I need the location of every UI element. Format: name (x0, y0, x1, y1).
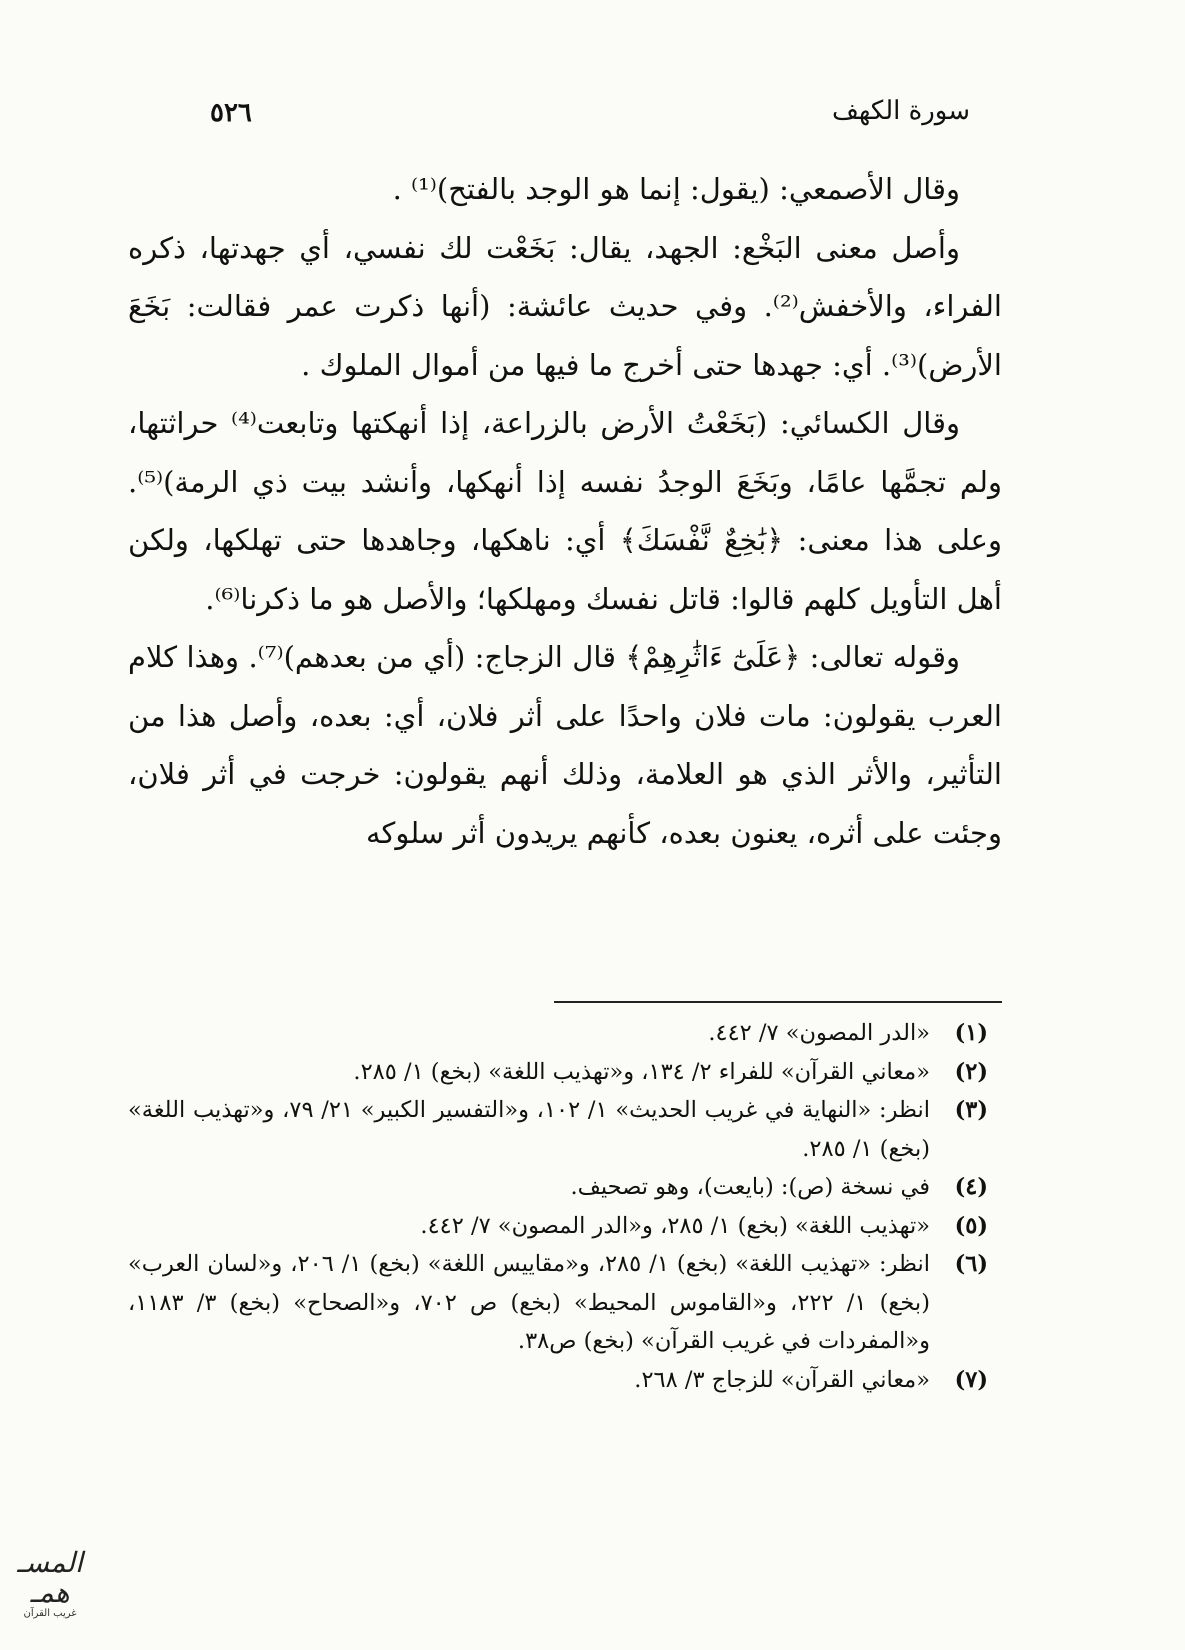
main-text (128, 160, 1002, 862)
footnote (128, 1014, 988, 1053)
footnote-number: (١) (954, 1020, 988, 1046)
watermark-sub-text: ﻏﺮﻳﺐ ﺍﻟﻘﺮﺁﻥ (23, 1608, 77, 1619)
footnote-text: انظر: «تهذيب اللغة» (بخع) ١/ ٢٨٥، و«مقاييس اللغة» (بخع) ١/ ٢٠٦، و«لسان العرب» (بخع) ١/ ٢٢٢، و«القاموس المحيط» (بخع) ص ٧٠٢، و«الصحاح» (بخع) ٣/ ١١٨٣، و«المفردات في غريب القرآن» (بخع) ص٣٨. (128, 1251, 931, 1354)
footnote-divider (554, 1001, 1002, 1003)
footnote-text: «معاني القرآن» للزجاج ٣/ ٢٦٨. (634, 1366, 930, 1393)
footnote-text: في نسخة (ص): (بايعت)، وهو تصحيف. (570, 1174, 930, 1200)
paragraph: وقال الأصمعي: (يقول: إنما هو الوجد بالفتح)⁽¹⁾ . (392, 172, 960, 206)
surah-title: سورة الكهف (831, 96, 970, 126)
footnote-number: (٦) (954, 1251, 988, 1277)
footnote-text: «معاني القرآن» للفراء ٢/ ١٣٤، و«تهذيب اللغة» (بخع) ١/ ٢٨٥. (353, 1058, 930, 1085)
footnote (128, 1053, 988, 1092)
page-header (210, 96, 970, 136)
paragraph: وأصل معنى البَخْع: الجهد، يقال: بَخَعْت لك نفسي، أي جهدتها، ذكره الفراء، والأخفش⁽²⁾. وفي حديث عائشة: (أنها ذكرت عمر فقالت: بَخَعَ الأرض)⁽³⁾. أي: جهدها حتى أخرج ما فيها من أموال الملوك . (128, 230, 1002, 382)
footnote-text: «تهذيب اللغة» (بخع) ١/ ٢٨٥، و«الدر المصون» ٧/ ٤٤٢. (420, 1212, 930, 1239)
footnotes (128, 1014, 988, 1399)
footnote-number: (٧) (954, 1366, 988, 1393)
footnote-number: (٣) (954, 1097, 988, 1123)
footnote (128, 1168, 988, 1207)
footnote-number: (٢) (954, 1058, 988, 1085)
paragraph: وقال الكسائي: (بَخَعْتُ الأرض بالزراعة، إذا أنهكتها وتابعت⁽⁴⁾ حراثتها، ولم تجمَّها عامًا، وبَخَعَ الوجدُ نفسه إذا أنهكها، وأنشد بيت ذي الرمة)⁽⁵⁾. وعلى هذا معنى: ﴿بَٰخِعٌ نَّفْسَكَ﴾ أي: ناهكها، وجاهدها حتى تهلكها، ولكن أهل التأويل كلهم قالوا: قاتل نفسك ومهلكها؛ والأصل هو ما ذكرنا⁽⁶⁾. (128, 406, 1002, 616)
paragraph: وقوله تعالى: ﴿عَلَىٰٓ ءَاثَٰرِهِمْ﴾ قال الزجاج: (أي من بعدهم)⁽⁷⁾. وهذا كلام العرب يقولون: مات فلان واحدًا على أثر فلان، أي: بعده، وأصل هذا من التأثير، والأثر الذي هو العلامة، وذلك أنهم يقولون: خرجت في أثر فلان، وجئت على أثره، يعنون بعده، كأنهم يريدون أثر سلوكه (128, 640, 1002, 850)
watermark-logo-text: المسـ همـ (17, 1546, 83, 1609)
footnote-text: انظر: «النهاية في غريب الحديث» ١/ ١٠٢، و«التفسير الكبير» ٢١/ ٧٩، و«تهذيب اللغة» (بخع) ١/ ٢٨٥. (128, 1097, 930, 1162)
page-number: ٥٢٦ (210, 98, 252, 128)
footnote (128, 1091, 988, 1168)
footnote (128, 1361, 988, 1400)
footnote-text: «الدر المصون» ٧/ ٤٤٢. (708, 1020, 930, 1046)
footnote-number: (٤) (954, 1174, 988, 1200)
footnote (128, 1207, 988, 1246)
footnote-number: (٥) (954, 1212, 988, 1239)
publisher-logo-watermark (4, 1548, 96, 1624)
footnote (128, 1245, 988, 1361)
